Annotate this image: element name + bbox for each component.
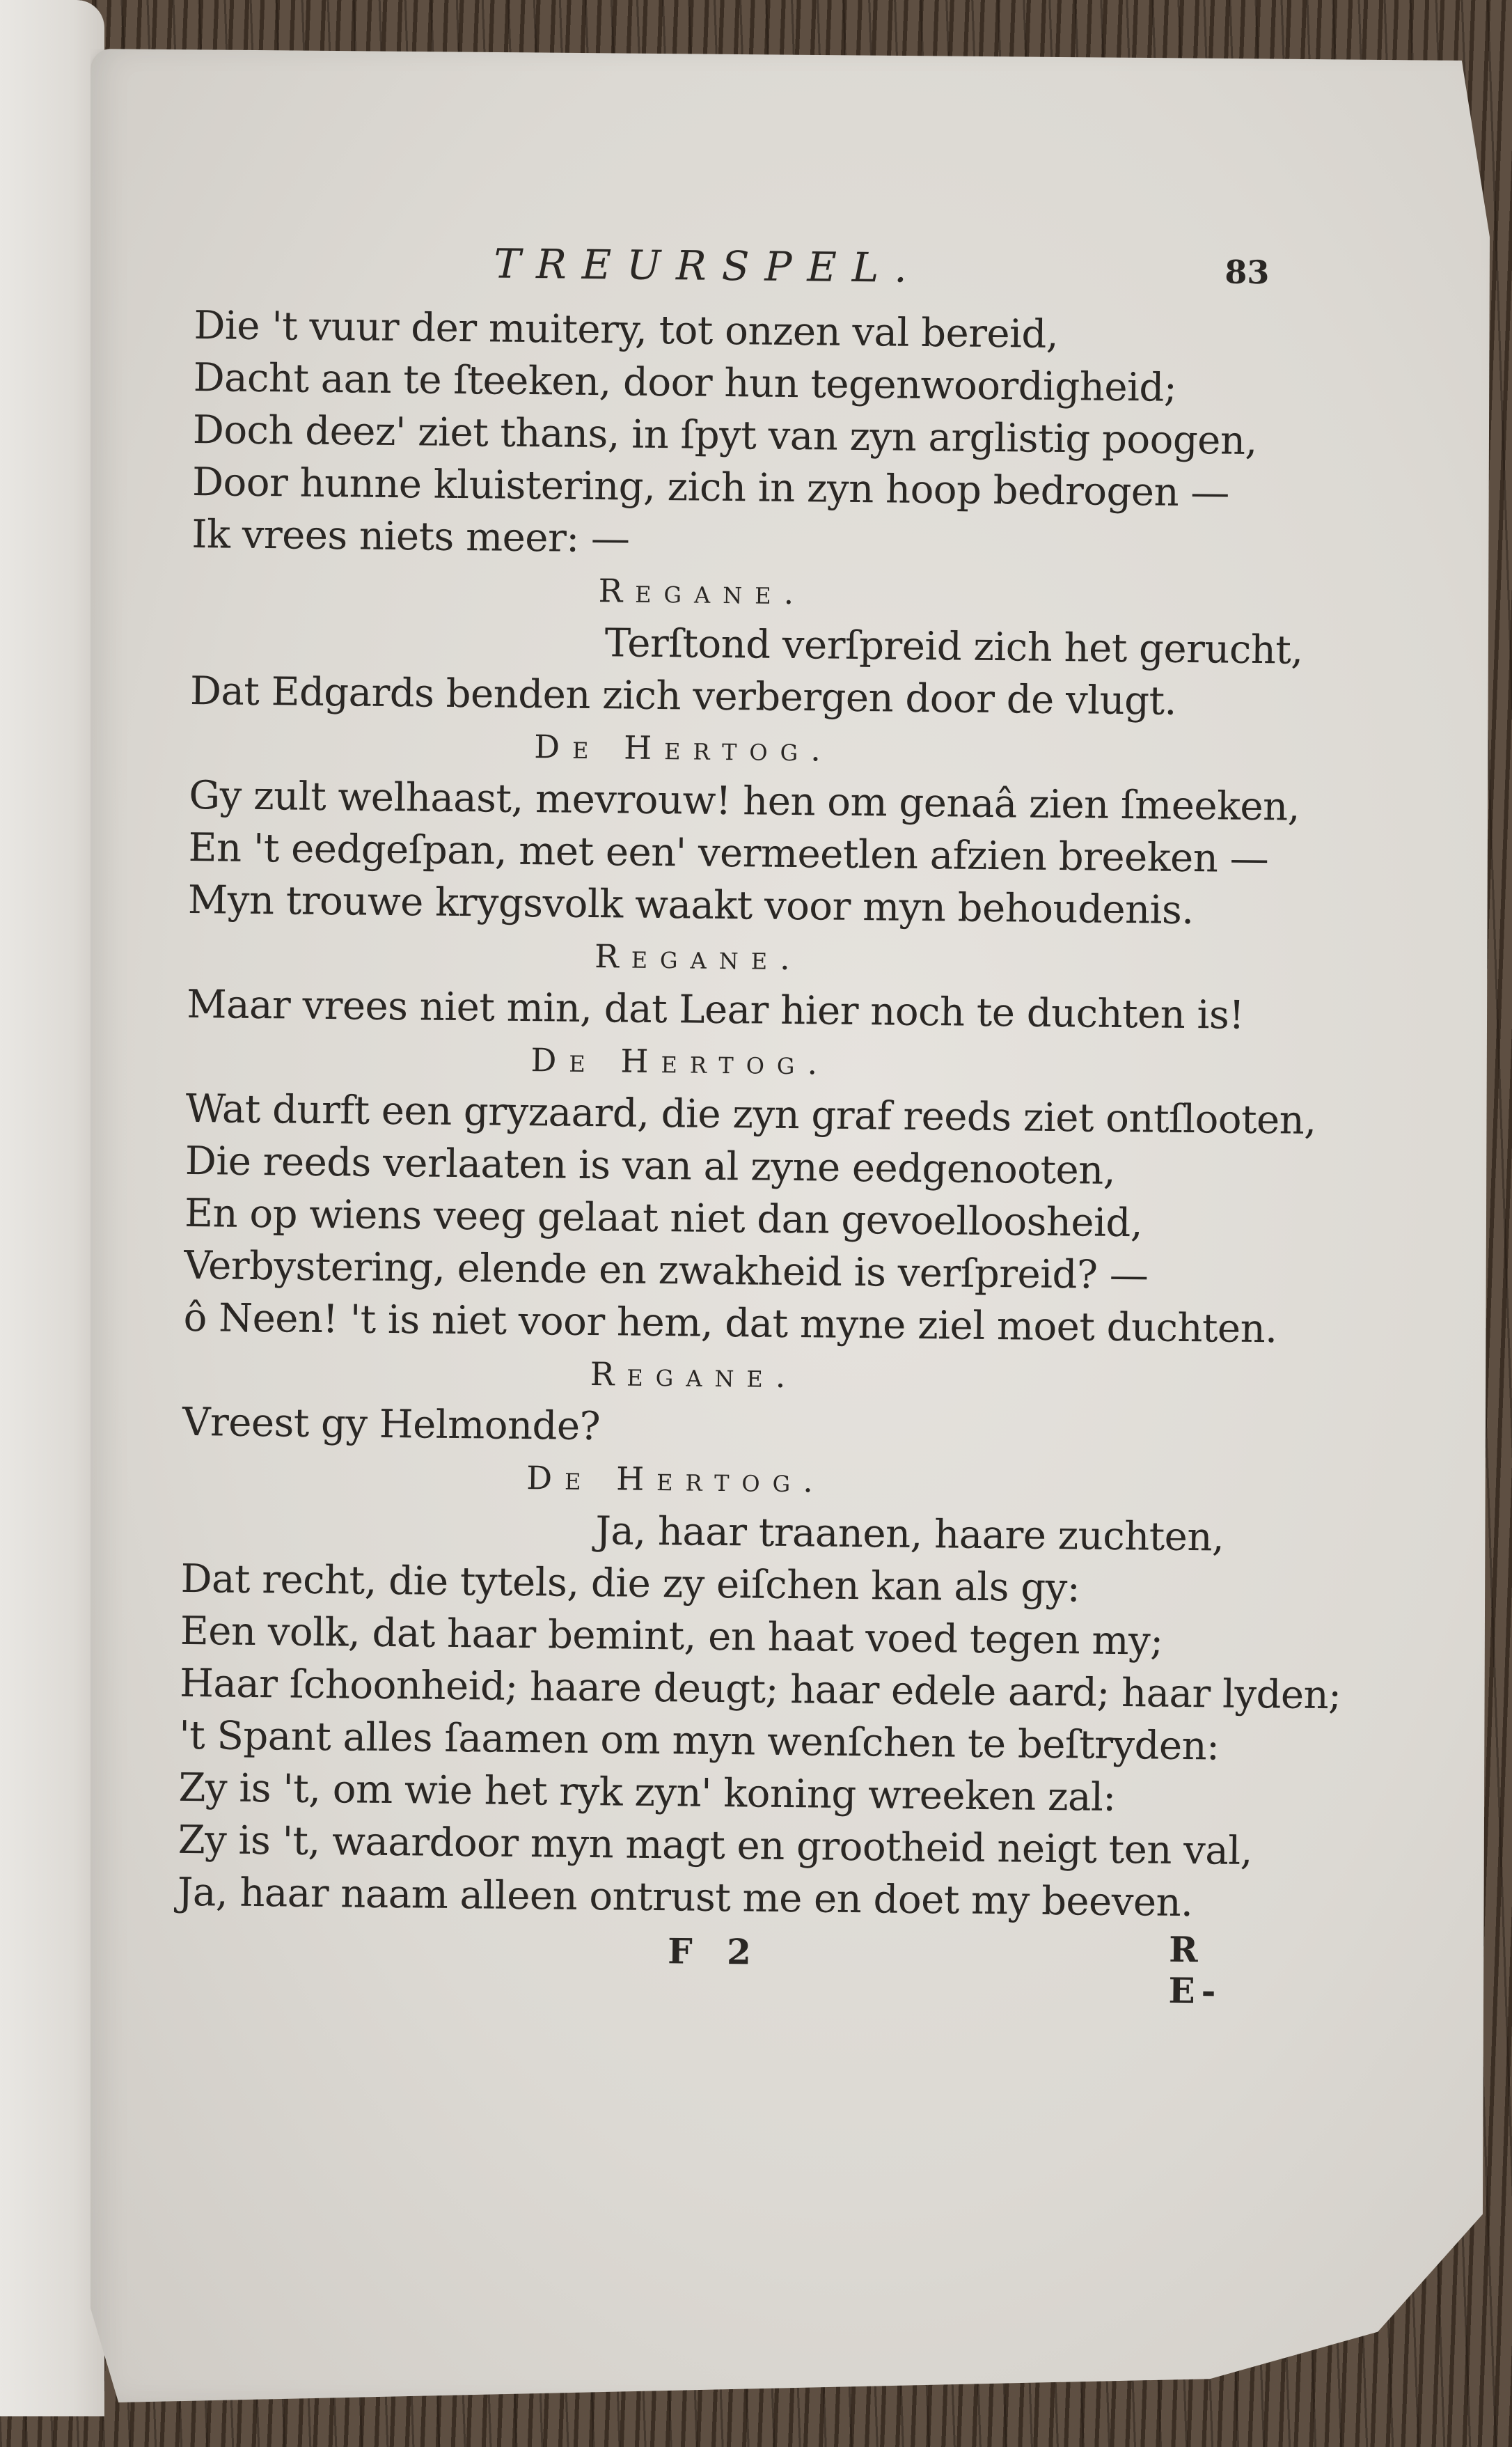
verse-line: Door hunne kluistering, zich in zyn hoop bedrogen —: [191, 459, 1230, 516]
verse-line: En op wiens veeg gelaat niet dan gevoelloosheid,: [184, 1190, 1143, 1246]
speaker-heading: Regane.: [594, 937, 803, 978]
page-number: 83: [1224, 253, 1270, 292]
verse-line: Gy zult welhaast, mevrouw! hen om genaâ zien ſmeeken,: [189, 772, 1300, 830]
page-footer: [177, 1925, 1263, 2012]
verse-line: Dat recht, die tytels, die zy eiſchen kan als gy:: [180, 1556, 1080, 1611]
verse-line: Ja, haar traanen, haare zuchten,: [595, 1508, 1224, 1561]
verse-line: Een volk, dat haar bemint, en haat voed tegen my;: [180, 1608, 1163, 1664]
verse-line: Wat durft een gryzaard, die zyn graf reeds ziet ontſlooten,: [185, 1086, 1316, 1143]
verse-line: Verbystering, elende en zwakheid is verſpreid? —: [184, 1242, 1149, 1299]
speaker-heading: Regane.: [598, 572, 807, 612]
verse-line: Doch deez' ziet thans, in ſpyt van zyn arglistig poogen,: [192, 407, 1258, 464]
running-title: TREURSPEL.: [494, 240, 923, 292]
page-text: [177, 230, 1341, 2012]
verse-line: Zy is 't, waardoor myn magt en grootheid neigt ten val,: [178, 1817, 1253, 1875]
verse-line: Die reeds verlaaten is van al zyne eedgenooten,: [184, 1138, 1116, 1194]
verse-line: Dat Edgards benden zich verbergen door de vlugt.: [189, 668, 1177, 724]
facing-page-edge: [0, 0, 104, 2416]
verse-line: Ja, haar naam alleen ontrust me en doet my beeven.: [177, 1869, 1193, 1926]
verse-line: En 't eedgeſpan, met een' vermeetlen afzien breeken —: [188, 824, 1269, 882]
verse-line: Haar ſchoonheid; haare deugt; haar edele aard; haar lyden;: [179, 1660, 1341, 1719]
signature-mark: F 2: [667, 1930, 763, 1973]
running-head: [194, 230, 1281, 311]
verse-line: Maar vrees niet min, dat Lear hier noch te duchten is!: [187, 981, 1245, 1038]
speaker-heading: Regane.: [590, 1355, 798, 1396]
speaker-heading: De Hertog.: [530, 1041, 830, 1082]
verse-line: Myn trouwe krygsvolk waakt voor myn behoudenis.: [187, 877, 1194, 934]
verse-line: Die 't vuur der muitery, tot onzen val bereid,: [194, 302, 1059, 357]
catchword: R E-: [1168, 1928, 1222, 2012]
speaker-heading: De Hertog.: [526, 1459, 826, 1500]
verse-line: Dacht aan te ſteeken, door hun tegenwoordigheid;: [193, 354, 1177, 411]
verse-line: Terſtond verſpreid zich het gerucht,: [604, 620, 1303, 673]
verse-line: Zy is 't, om wie het ryk zyn' koning wreeken zal:: [178, 1765, 1117, 1820]
speaker-heading: De Hertog.: [533, 728, 834, 769]
verse-line: ô Neen! 't is niet voor hem, dat myne ziel moet duchten.: [183, 1295, 1277, 1352]
verse-line: 't Spant alles ſaamen om myn wenſchen te beſtryden:: [179, 1712, 1220, 1769]
verse-line: Ik vrees niets meer: —: [191, 511, 630, 562]
verse-line: Vreest gy Helmonde?: [182, 1399, 601, 1450]
